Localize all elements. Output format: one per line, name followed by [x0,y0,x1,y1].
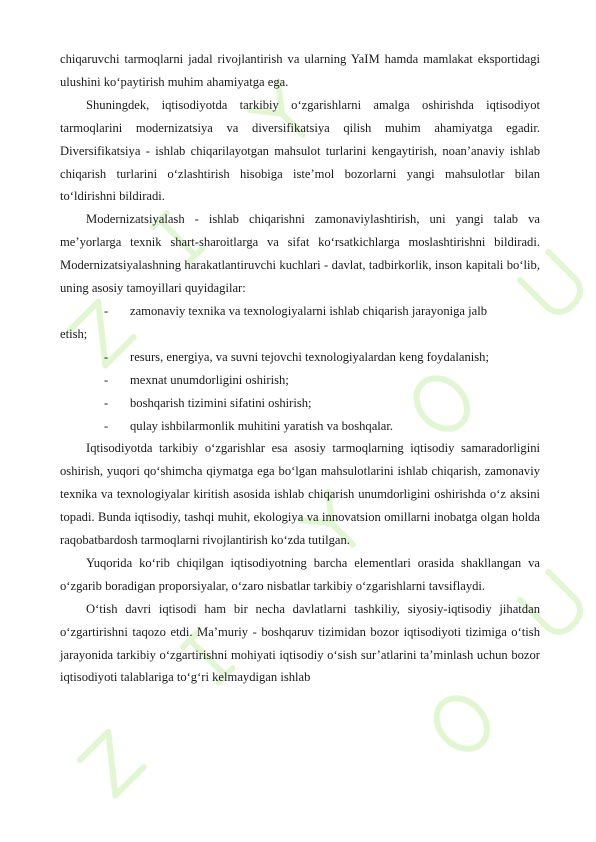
paragraph-intro: chiqaruvchi tarmoqlarni jadal rivojlantirish va ularning YaIM hamda mamlakat eksportidagi ulushini ko‘paytirish muhim ahamiyatga ega. [60,52,540,89]
list-marker: - [104,372,109,387]
list-item-text: boshqarish tizimini sifatini oshirish; [130,395,312,410]
list-item-text: zamonaviy texnika va texnologiyalarni ishlab chiqarish jarayoniga jalb [130,303,488,318]
document-page [60,48,540,689]
list-item [60,369,540,392]
list-item [60,392,540,415]
list-item-text: qulay ishbilarmonlik muhitini yaratish va boshqalar. [130,418,394,433]
list-item-text: mexnat unumdorligini oshirish; [130,372,289,387]
list-item-continuation: etish; [60,326,88,341]
list-item-text: resurs, energiya, va suvni tejovchi texnologiyalardan keng foydalanish; [130,349,489,364]
list-item [60,300,540,346]
list-marker: - [104,418,109,433]
list-marker: - [104,395,109,410]
paragraph-modernization: Modernizatsiyalash - ishlab chiqarishni zamonaviylashtirish, uni yangi talab va me’yorlarga texnik shart-sharoitlarga va sifat ko‘rsatkichlarga moslashtirishni bildiradi. Modernizatsiyalashning harakatlantiruvchi kuchlari - davlat, tadbirkorlik, inson kapitali bo‘lib, uning asosiy tamoyillari quyidagilar: [60,212,540,296]
list-marker: - [104,349,109,364]
list-item [60,415,540,438]
list-marker: - [104,303,109,318]
paragraph-proportions: Yuqorida ko‘rib chiqilgan iqtisodiyotning barcha elementlari orasida shakllangan va o‘zgarib boradigan proporsiyalar, o‘zaro nisbatlar tarkibiy o‘zgarishlarni tavsiflaydi. [60,555,540,593]
paragraph-transition-economy: O‘tish davri iqtisodi ham bir necha davlatlarni tashkiliy, siyosiy-iqtisodiy jihatdan o‘zgartirishni taqozo etdi. Ma’muriy - boshqaruv tizimidan bozor iqtisodiyoti tizimiga o‘tish jarayonida tarkibiy o‘zgartirishni mohiyati iqtisodiy o‘sish sur’atlarini ta’minlash uchun bozor iqtisodiyoti talablariga to‘g‘ri kelmaydigan ishlab [60,601,540,685]
paragraph-diversification: Shuningdek, iqtisodiyotda tarkibiy o‘zgarishlarni amalga oshirishda iqtisodiyot tarmoqlarini modernizatsiya va diversifikatsiya qilish muhim ahamiyatga egadir. Diversifikatsiya - ishlab chiqarilayotgan mahsulot turlarini kengaytirish, noan’anaviy ishlab chiqarish turlarini o‘zlashtirish hisobiga iste’mol bozorlarni yangi mahsulotlar bilan to‘ldirishni bildiradi. [60,97,540,204]
list-item [60,346,540,369]
paragraph-structural-changes: Iqtisodiyotda tarkibiy o‘zgarishlar esa asosiy tarmoqlarning iqtisodiy samaradorligini oshirish, yuqori qo‘shimcha qiymatga ega bo‘lgan mahsulotlarini ishlab chiqarish, zamonaviy texnika va texnologiyalar kiritish asosida ishlab chiqarish unumdorligini oshirishda o‘z aksini topadi. Bunda iqtisodiy, tashqi muhit, ekologiya va innovatsion omillarni inobatga olgan holda raqobatbardosh tarmoqlarni rivojlantirish ko‘zda tutilgan. [60,441,540,548]
